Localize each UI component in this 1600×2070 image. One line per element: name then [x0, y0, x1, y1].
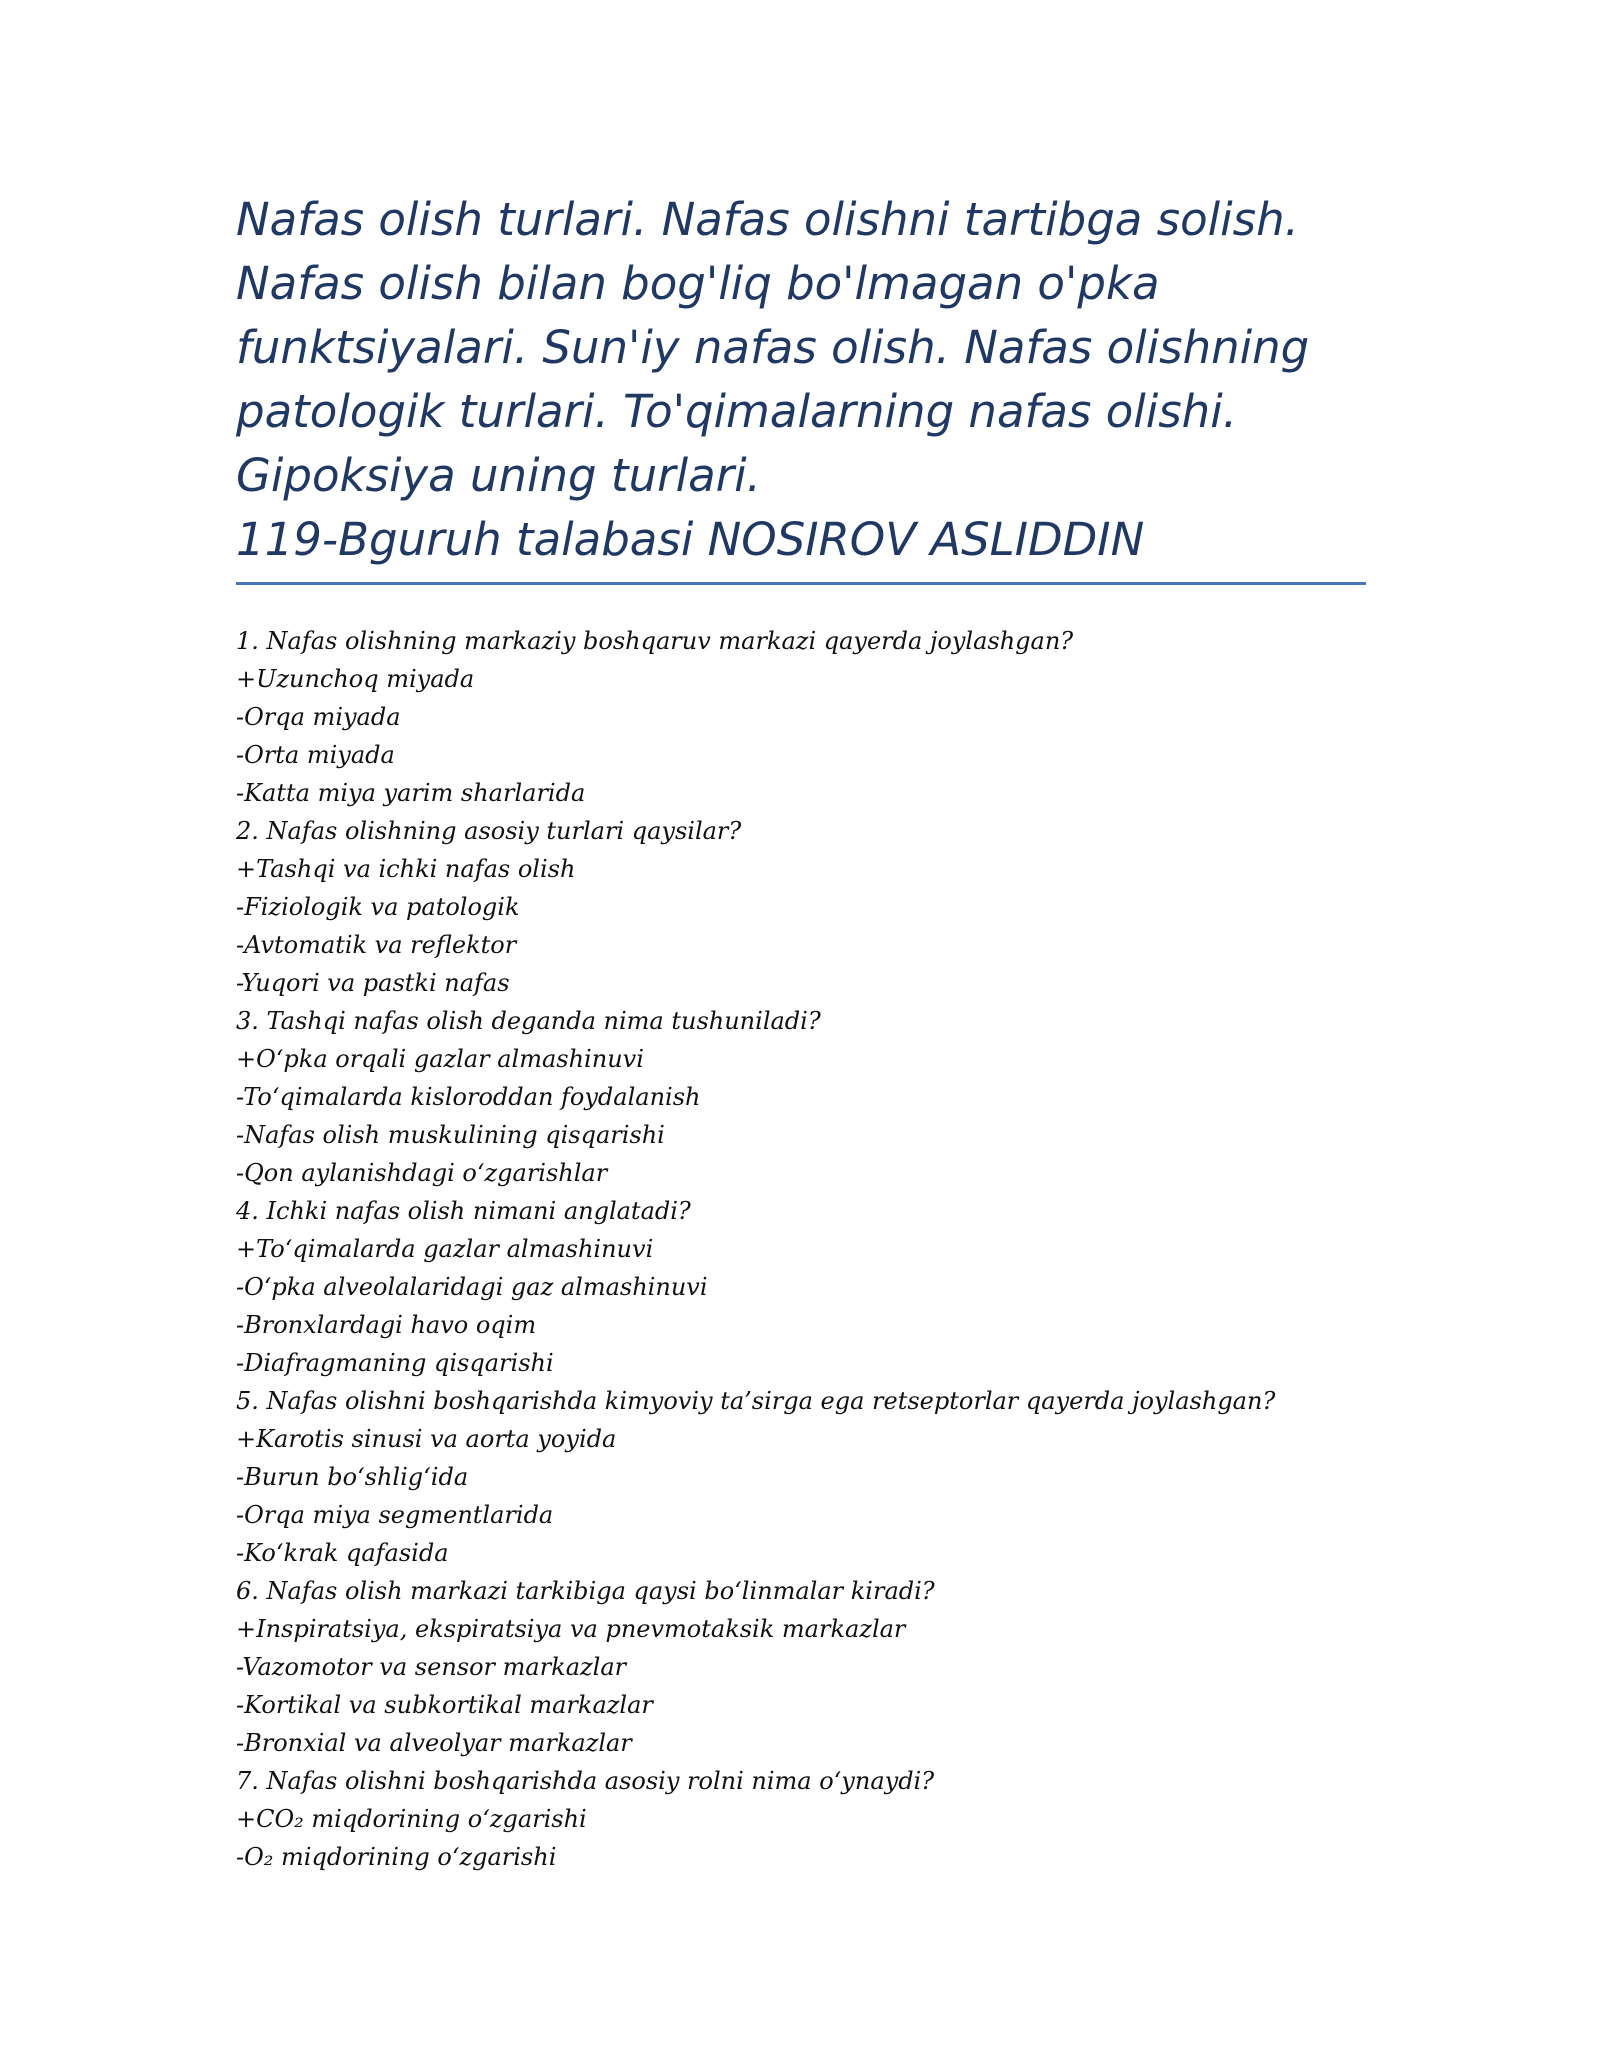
wrong-answer: -Bronxial va alveolyar markazlar — [236, 1729, 632, 1757]
wrong-answer: -Avtomatik va reflektor — [236, 931, 517, 959]
wrong-answer: -Orta miyada — [236, 741, 395, 769]
correct-answer: +CO₂ miqdorining o‘zgarishi — [236, 1805, 587, 1833]
wrong-answer: -Nafas olish muskulining qisqarishi — [236, 1121, 665, 1149]
document-title — [236, 188, 1366, 572]
wrong-answer: -Bronxlardagi havo oqim — [236, 1311, 537, 1339]
author-line: 119-Bguruh talabasi NOSIROV ASLIDDIN — [236, 513, 1145, 566]
wrong-answer: -Orqa miya segmentlarida — [236, 1501, 554, 1529]
question-2: 2. Nafas olishning asosiy turlari qaysilar? — [236, 817, 742, 845]
question-7: 7. Nafas olishni boshqarishda asosiy rolni nima o‘ynaydi? — [236, 1767, 935, 1795]
wrong-answer: -Orqa miyada — [236, 703, 401, 731]
question-4: 4. Ichki nafas olish nimani anglatadi? — [236, 1197, 691, 1225]
wrong-answer: -Yuqori va pastki nafas — [236, 969, 510, 997]
title-line: funktsiyalari. Sun'iy nafas olish. Nafas olishning — [236, 321, 1310, 374]
correct-answer: +Karotis sinusi va aorta yoyida — [236, 1425, 617, 1453]
wrong-answer: -Qon aylanishdagi o‘zgarishlar — [236, 1159, 608, 1187]
question-5: 5. Nafas olishni boshqarishda kimyoviy ta’sirga ega retseptorlar qayerda joylashgan? — [236, 1387, 1276, 1415]
wrong-answer: -Ko‘krak qafasida — [236, 1539, 449, 1567]
wrong-answer: -To‘qimalarda kisloroddan foydalanish — [236, 1083, 701, 1111]
question-6: 6. Nafas olish markazi tarkibiga qaysi bo‘linmalar kiradi? — [236, 1577, 935, 1605]
wrong-answer: -Burun bo‘shlig‘ida — [236, 1463, 469, 1491]
correct-answer: +Inspiratsiya, ekspiratsiya va pnevmotaksik markazlar — [236, 1615, 906, 1643]
wrong-answer: -Kortikal va subkortikal markazlar — [236, 1691, 653, 1719]
question-list — [236, 622, 1366, 1876]
title-divider — [236, 582, 1366, 585]
wrong-answer: -O₂ miqdorining o‘zgarishi — [236, 1843, 557, 1871]
correct-answer: +Uzunchoq miyada — [236, 665, 475, 693]
title-line: Nafas olish bilan bog'liq bo'lmagan o'pka — [236, 257, 1160, 310]
title-line: patologik turlari. To'qimalarning nafas olishi. — [236, 385, 1238, 438]
question-3: 3. Tashqi nafas olish deganda nima tushuniladi? — [236, 1007, 821, 1035]
correct-answer: +Tashqi va ichki nafas olish — [236, 855, 576, 883]
title-line: Nafas olish turlari. Nafas olishni tartibga solish. — [236, 193, 1299, 246]
wrong-answer: -Vazomotor va sensor markazlar — [236, 1653, 627, 1681]
question-1: 1. Nafas olishning markaziy boshqaruv markazi qayerda joylashgan? — [236, 627, 1074, 655]
correct-answer: +To‘qimalarda gazlar almashinuvi — [236, 1235, 654, 1263]
wrong-answer: -Fiziologik va patologik — [236, 893, 520, 921]
correct-answer: +O‘pka orqali gazlar almashinuvi — [236, 1045, 644, 1073]
title-line: Gipoksiya uning turlari. — [236, 449, 761, 502]
wrong-answer: -O‘pka alveolalaridagi gaz almashinuvi — [236, 1273, 708, 1301]
wrong-answer: -Diafragmaning qisqarishi — [236, 1349, 554, 1377]
wrong-answer: -Katta miya yarim sharlarida — [236, 779, 586, 807]
